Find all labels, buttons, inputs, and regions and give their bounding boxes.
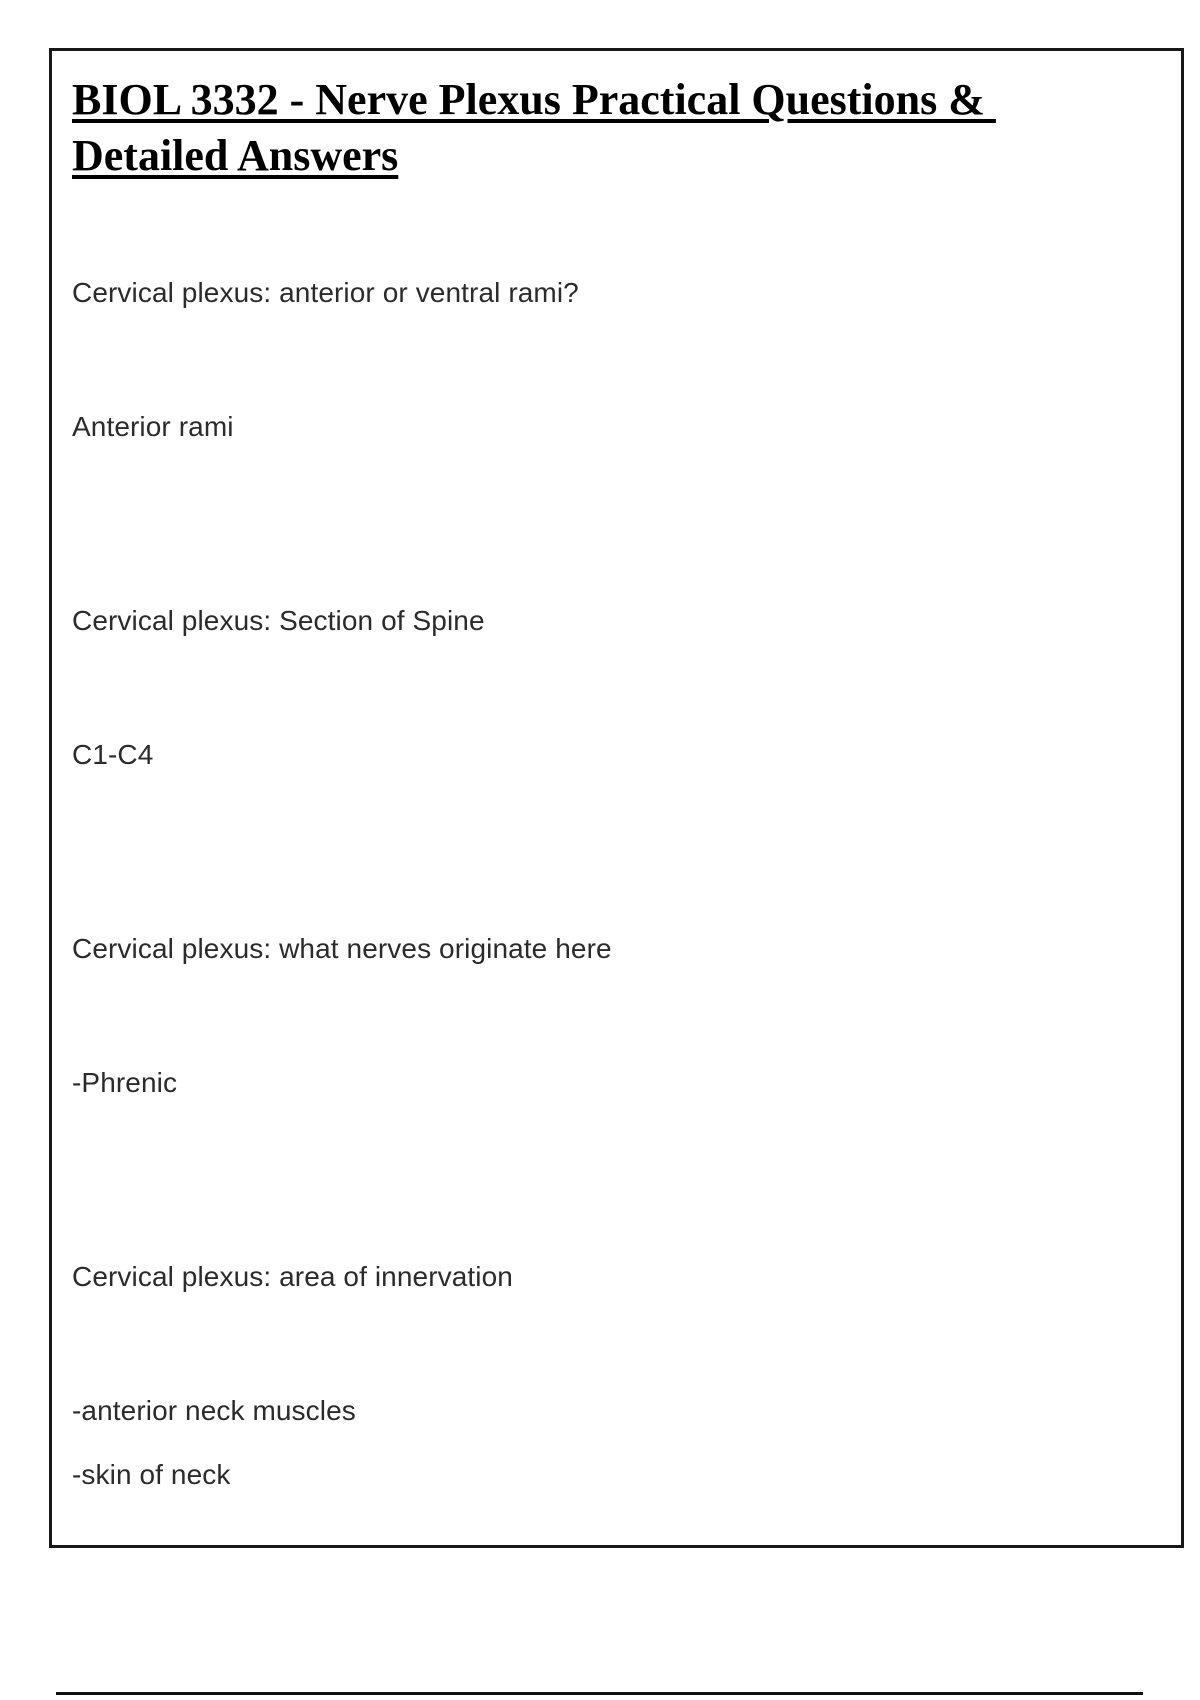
document-title-line-1: BIOL 3332 - Nerve Plexus Practical Questions & [72,75,996,124]
answer-text: Anterior rami [72,411,234,442]
document-title [72,72,1161,184]
question-text: Cervical plexus: what nerves originate here [72,933,612,964]
question-text: Cervical plexus: Section of Spine [72,605,485,636]
next-page-top-border [56,1692,1143,1695]
question-text: Cervical plexus: area of innervation [72,1261,513,1292]
question-text: Cervical plexus: anterior or ventral rami? [72,277,579,308]
document-title-line-2: Detailed Answers [72,131,399,180]
answer-text: -skin of neck [72,1459,231,1490]
answer-text: -anterior neck muscles [72,1395,356,1426]
answer-text: C1-C4 [72,739,154,770]
answer-text: -Phrenic [72,1067,178,1098]
content-frame [49,48,1184,1548]
